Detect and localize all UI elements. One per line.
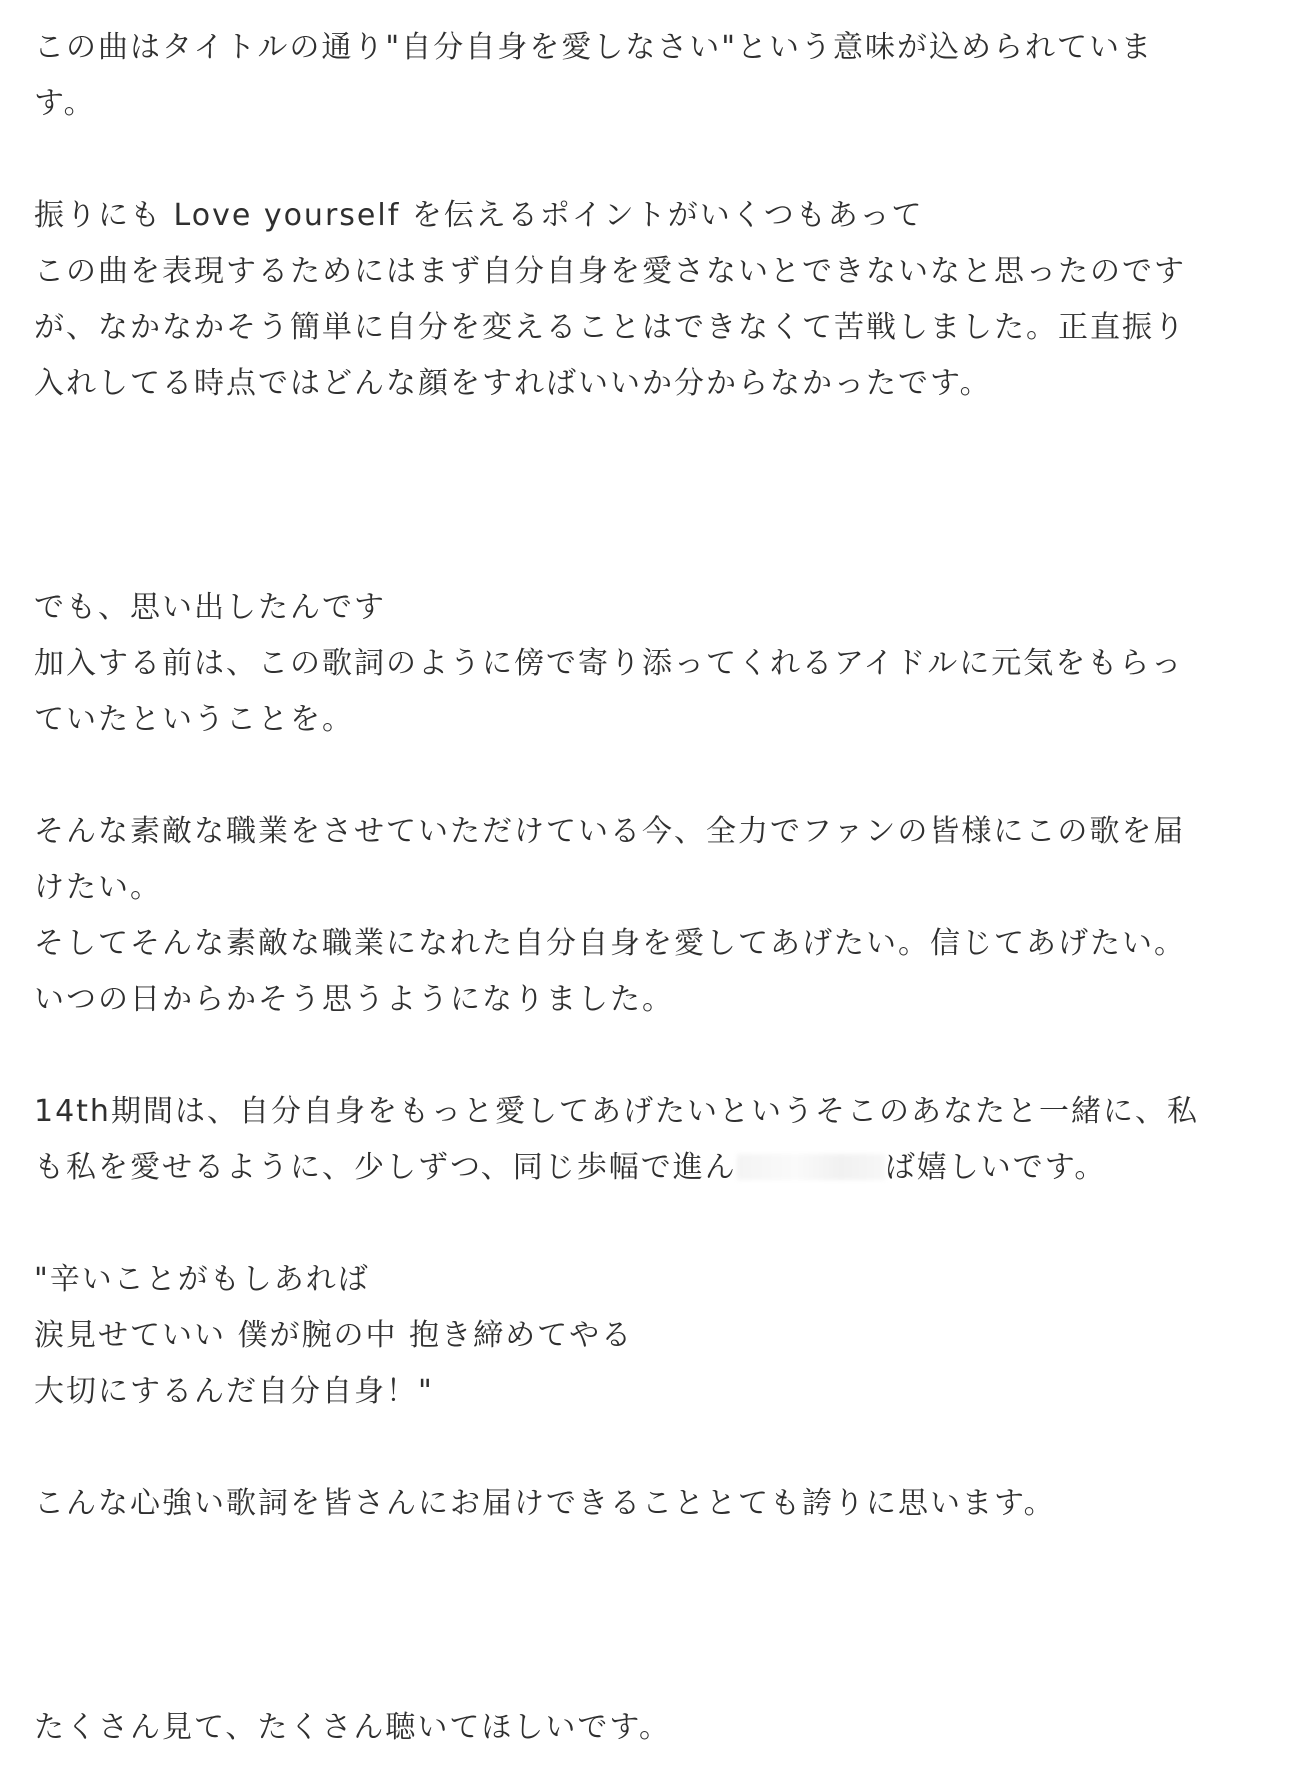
text-line: でも、思い出したんです bbox=[34, 590, 386, 625]
text-line: こんな心強い歌詞を皆さんにお届けできることとても誇りに思います。 bbox=[34, 1486, 1056, 1521]
paragraph-gap bbox=[34, 748, 1284, 804]
text-line: 加入する前は、この歌詞のように傍で寄り添ってくれるアイドルに元気をもらっ bbox=[34, 646, 1184, 681]
lyric-line: "辛いことがもしあれば bbox=[34, 1262, 370, 1297]
lyric-line: 大切にするんだ自分自身！" bbox=[34, 1374, 434, 1409]
text-line: けたい。 bbox=[34, 870, 162, 905]
paragraph-gap bbox=[34, 132, 1284, 188]
blurred-redaction bbox=[737, 1154, 885, 1180]
text-fragment: ば嬉しいです。 bbox=[884, 1150, 1107, 1185]
paragraph-gap bbox=[34, 1196, 1284, 1252]
paragraph-gap bbox=[34, 1532, 1284, 1700]
text-line: いつの日からかそう思うようになりました。 bbox=[34, 982, 674, 1017]
text-line: そしてそんな素敵な職業になれた自分自身を愛してあげたい。信じてあげたい。 bbox=[34, 926, 1186, 961]
text-line: 14th期間は、自分自身をもっと愛してあげたいというそこのあなたと一緒に、私 bbox=[34, 1094, 1199, 1129]
lyric-line: 涙見せていい 僕が腕の中 抱き締めてやる bbox=[34, 1318, 634, 1353]
paragraph-gap bbox=[34, 1028, 1284, 1084]
article-body bbox=[34, 20, 1284, 1756]
text-line: そんな素敵な職業をさせていただけている今、全力でファンの皆様にこの歌を届 bbox=[34, 814, 1186, 849]
text-line: たくさん見て、たくさん聴いてほしいです。 bbox=[34, 1710, 671, 1745]
paragraph-gap bbox=[34, 412, 1284, 580]
text-line: この曲はタイトルの通り"自分自身を愛しなさい"という意味が込められていま bbox=[34, 30, 1153, 65]
text-line: 振りにも Love yourself を伝えるポイントがいくつもあって bbox=[34, 198, 924, 233]
paragraph-gap bbox=[34, 1420, 1284, 1476]
text-line: が、なかなかそう簡単に自分を変えることはできなくて苦戦しました。正直振り bbox=[34, 310, 1186, 345]
text-line: 入れしてる時点ではどんな顔をすればいいか分からなかったです。 bbox=[34, 366, 992, 401]
text-fragment: も私を愛せるように、少しずつ、同じ歩幅で進ん bbox=[34, 1150, 737, 1185]
text-line: す。 bbox=[34, 86, 96, 121]
text-line: ていたということを。 bbox=[34, 702, 354, 737]
text-line-with-redaction bbox=[34, 1140, 1284, 1196]
text-line: この曲を表現するためにはまず自分自身を愛さないとできないなと思ったのです bbox=[34, 254, 1186, 289]
